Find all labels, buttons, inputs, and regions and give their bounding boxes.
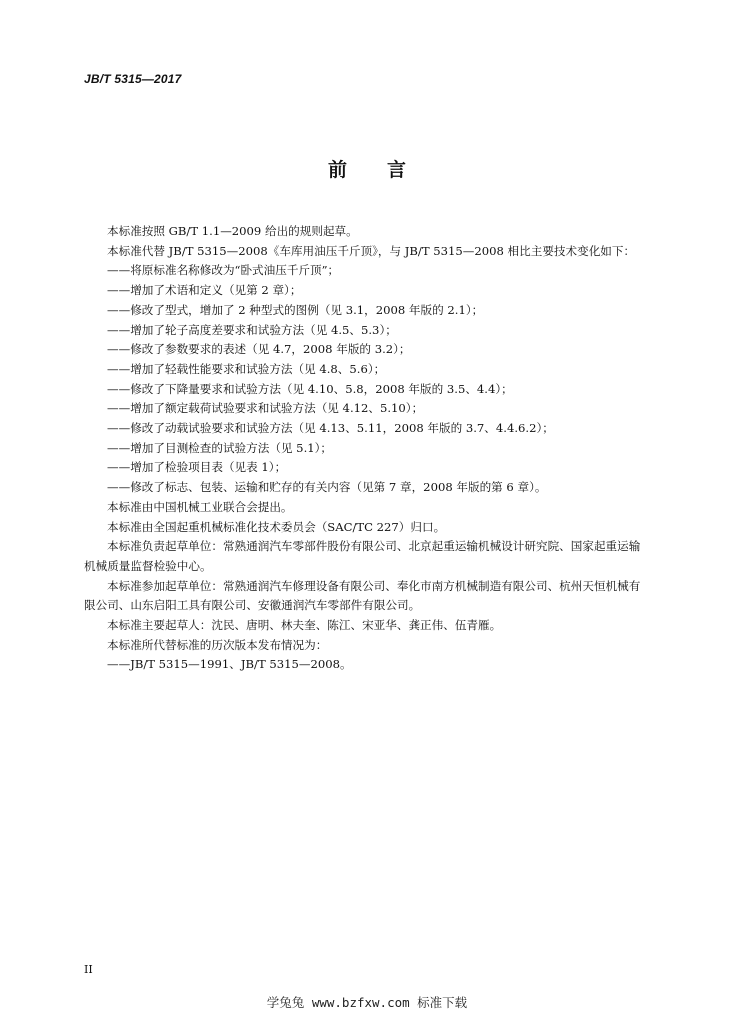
footer-watermark: 学兔兔 www.bzfxw.com 标准下载 — [266, 995, 468, 1010]
list-item: ——修改了动载试验要求和试验方法（见 4.13、5.11，2008 年版的 3.7、4.4.6.2）； — [107, 421, 554, 436]
document-code: JB/T 5315—2017 — [84, 72, 182, 86]
list-item: ——增加了轻载性能要求和试验方法（见 4.8、5.6）； — [107, 361, 386, 376]
paragraph: 本标准主要起草人：沈民、唐明、林夫奎、陈江、宋亚华、龚正伟、伍青雁。 — [107, 618, 502, 633]
page-number: II — [84, 963, 93, 976]
paragraph: 本标准负责起草单位：常熟通润汽车零部件股份有限公司、北京起重运输机械设计研究院、国家起重运输机械质量监督检验中心。 — [84, 539, 641, 573]
list-item: ——将原标准名称修改为“卧式油压千斤顶”； — [107, 263, 340, 278]
list-item: ——修改了型式，增加了 2 种型式的图例（见 3.1，2008 年版的 2.1）； — [107, 302, 484, 317]
paragraph: 本标准代替 JB/T 5315—2008《车库用油压千斤顶》，与 JB/T 5315—2008 相比主要技术变化如下： — [107, 243, 636, 258]
paragraph: 本标准由全国起重机械标准化技术委员会（SAC/TC 227）归口。 — [107, 519, 446, 534]
paragraph: 本标准参加起草单位：常熟通润汽车修理设备有限公司、奉化市南方机械制造有限公司、杭州天恒机械有限公司、山东启阳工具有限公司、安徽通润汽车零部件有限公司。 — [84, 578, 641, 613]
section-title: 前言 — [327, 159, 446, 181]
list-item: ——修改了标志、包装、运输和贮存的有关内容（见第 7 章，2008 年版的第 6 章）。 — [107, 480, 547, 495]
paragraph: 本标准所代替标准的历次版本发布情况为： — [107, 637, 328, 652]
list-item: ——JB/T 5315—1991、JB/T 5315—2008。 — [107, 657, 352, 672]
list-item: ——增加了术语和定义（见第 2 章）； — [107, 283, 302, 298]
list-item: ——修改了下降量要求和试验方法（见 4.10、5.8，2008 年版的 3.5、4.4）； — [107, 381, 513, 396]
list-item: ——增加了额定载荷试验要求和试验方法（见 4.12、5.10）； — [107, 401, 424, 416]
paragraph: 本标准按照 GB/T 1.1—2009 给出的规则起草。 — [107, 224, 358, 238]
header-rule — [84, 94, 650, 95]
document-body — [84, 222, 650, 675]
list-item: ——增加了目测检查的试验方法（见 5.1）； — [107, 440, 333, 455]
paragraph: 本标准由中国机械工业联合会提出。 — [107, 499, 293, 514]
list-item: ——增加了轮子高度差要求和试验方法（见 4.5、5.3）； — [107, 322, 397, 337]
list-item: ——修改了参数要求的表述（见 4.7，2008 年版的 3.2）； — [107, 342, 411, 357]
list-item: ——增加了检验项目表（见表 1）； — [107, 460, 287, 475]
